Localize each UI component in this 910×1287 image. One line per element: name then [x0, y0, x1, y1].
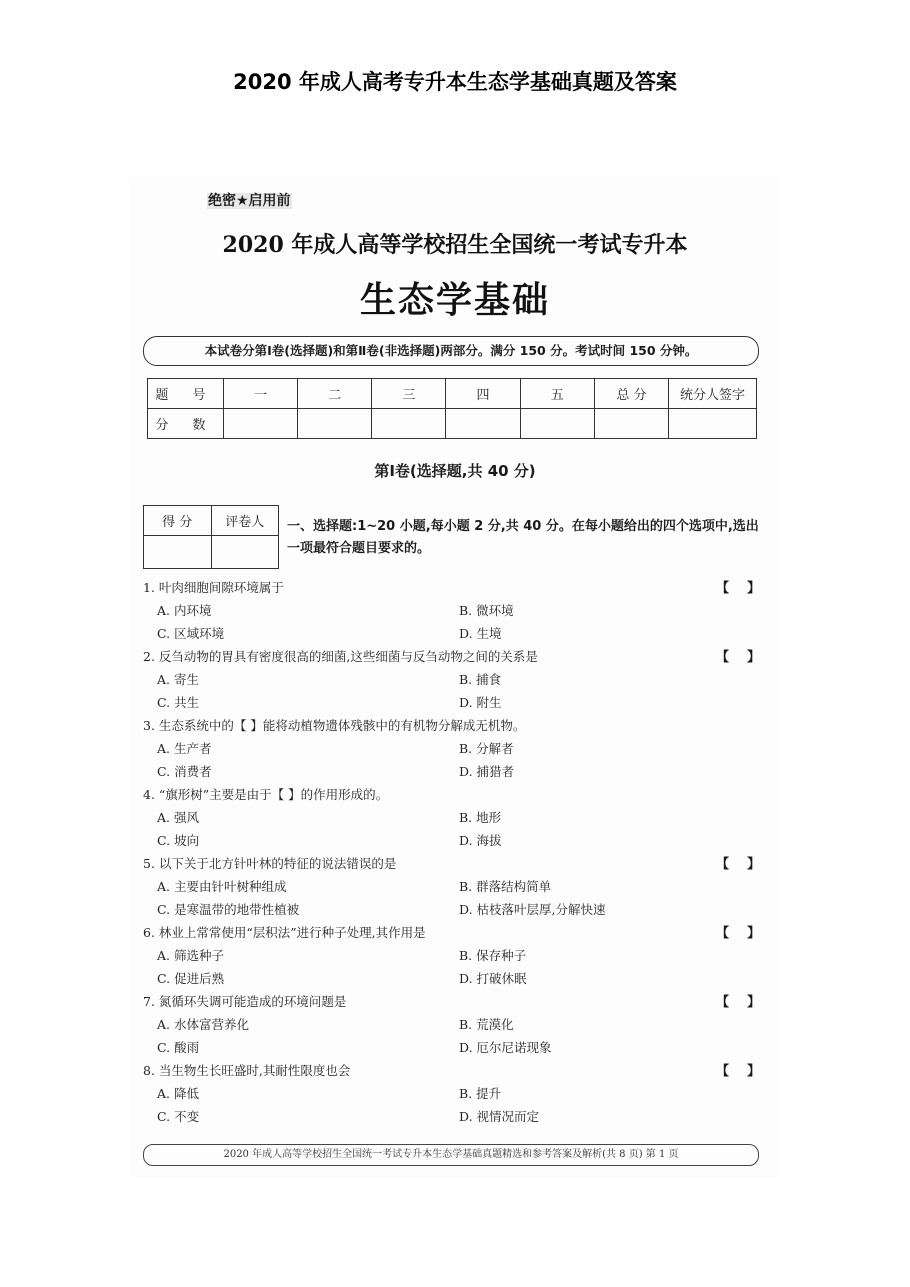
score-table-col: 一	[224, 379, 298, 409]
answer-option: C. 坡向	[157, 833, 200, 848]
question-stem: 7. 氮循环失调可能造成的环境问题是	[143, 994, 347, 1009]
score-table-col: 五	[520, 379, 594, 409]
score-table-row-label: 分 数	[148, 409, 224, 439]
score-cell	[594, 409, 668, 439]
answer-option: B. 提升	[459, 1086, 502, 1101]
answer-option: B. 群落结构简单	[459, 879, 552, 894]
answer-option: D. 枯枝落叶层厚,分解快速	[459, 902, 606, 917]
answer-option: B. 微环境	[459, 603, 514, 618]
page-footer: 2020 年成人高等学校招生全国统一考试专升本生态学基础真题精选和参考答案及解析(共 8 页) 第 1 页	[143, 1144, 759, 1166]
answer-option: D. 生境	[459, 626, 502, 641]
score-cell	[520, 409, 594, 439]
answer-option: A. 寄生	[157, 672, 199, 687]
document-title: 2020 年成人高考专升本生态学基础真题及答案	[233, 70, 677, 94]
answer-option: A. 水体富营养化	[157, 1017, 249, 1032]
answer-option: C. 不变	[157, 1109, 200, 1124]
score-table-header-label: 题 号	[148, 379, 224, 409]
answer-option: D. 厄尔尼诺现象	[459, 1040, 552, 1055]
answer-option: C. 区域环境	[157, 626, 225, 641]
score-cell	[298, 409, 372, 439]
answer-option: C. 酸雨	[157, 1040, 200, 1055]
answer-bracket: 【 】	[716, 995, 761, 1010]
answer-option: D. 海拔	[459, 833, 502, 848]
exam-instruction: 本试卷分第Ⅰ卷(选择题)和第Ⅱ卷(非选择题)两部分。满分 150 分。考试时间 150 分钟。	[143, 336, 759, 366]
grader-score-cell	[144, 536, 212, 569]
subject-title: 生态学基础	[359, 280, 550, 321]
answer-option: C. 是寒温带的地带性植被	[157, 902, 300, 917]
score-table-col: 二	[298, 379, 372, 409]
answer-bracket: 【 】	[716, 650, 761, 665]
grader-score-label: 得 分	[144, 506, 212, 536]
part-title: 第Ⅰ卷(选择题,共 40 分)	[374, 462, 536, 480]
answer-option: A. 强风	[157, 810, 199, 825]
confidential-mark: 绝密★启用前	[208, 193, 291, 209]
score-cell	[224, 409, 298, 439]
score-table-col: 四	[446, 379, 520, 409]
answer-option: B. 保存种子	[459, 948, 527, 963]
answer-option: B. 地形	[459, 810, 502, 825]
section-intro: 一、选择题:1~20 小题,每小题 2 分,共 40 分。在每小题给出的四个选项中,选出一项最符合题目要求的。	[287, 519, 759, 556]
question-stem: 6. 林业上常常使用“层积法”进行种子处理,其作用是	[143, 925, 426, 940]
answer-bracket: 【 】	[716, 1064, 761, 1079]
score-cell	[669, 409, 757, 439]
answer-option: C. 促进后熟	[157, 971, 225, 986]
question-stem: 8. 当生物生长旺盛时,其耐性限度也会	[143, 1063, 351, 1078]
answer-option: A. 生产者	[157, 741, 212, 756]
grader-name-cell	[211, 536, 279, 569]
score-cell	[372, 409, 446, 439]
question-stem: 5. 以下关于北方针叶林的特征的说法错误的是	[143, 856, 397, 871]
answer-bracket: 【 】	[716, 581, 761, 596]
answer-bracket: 【 】	[716, 926, 761, 941]
answer-option: A. 降低	[157, 1086, 199, 1101]
answer-bracket: 【 】	[716, 857, 761, 872]
answer-option: B. 捕食	[459, 672, 502, 687]
answer-option: B. 荒漠化	[459, 1017, 514, 1032]
grader-name-label: 评卷人	[211, 506, 279, 536]
score-cell	[446, 409, 520, 439]
answer-option: B. 分解者	[459, 741, 514, 756]
answer-option: A. 主要由针叶树种组成	[157, 879, 287, 894]
score-table	[147, 378, 757, 439]
answer-option: C. 消费者	[157, 764, 212, 779]
score-table-col: 总 分	[594, 379, 668, 409]
question-stem: 4. “旗形树”主要是由于【 】的作用形成的。	[143, 787, 389, 802]
score-table-col: 三	[372, 379, 446, 409]
score-table-col: 统分人签字	[669, 379, 757, 409]
answer-option: D. 附生	[459, 695, 502, 710]
question-stem: 1. 叶肉细胞间隙环境属于	[143, 580, 284, 595]
answer-option: D. 捕猎者	[459, 764, 515, 779]
exam-title: 2020 年成人高等学校招生全国统一考试专升本	[222, 232, 688, 258]
answer-option: A. 筛选种子	[157, 948, 224, 963]
score-table-header-row	[148, 379, 757, 409]
grader-box	[143, 505, 279, 569]
question-stem: 3. 生态系统中的【 】能将动植物遗体残骸中的有机物分解成无机物。	[143, 718, 526, 733]
answer-option: D. 打破休眠	[459, 971, 527, 986]
answer-option: D. 视情况而定	[459, 1109, 540, 1124]
answer-option: A. 内环境	[157, 603, 212, 618]
score-table-score-row	[148, 409, 757, 439]
question-stem: 2. 反刍动物的胃具有密度很高的细菌,这些细菌与反刍动物之间的关系是	[143, 649, 538, 664]
answer-option: C. 共生	[157, 695, 200, 710]
